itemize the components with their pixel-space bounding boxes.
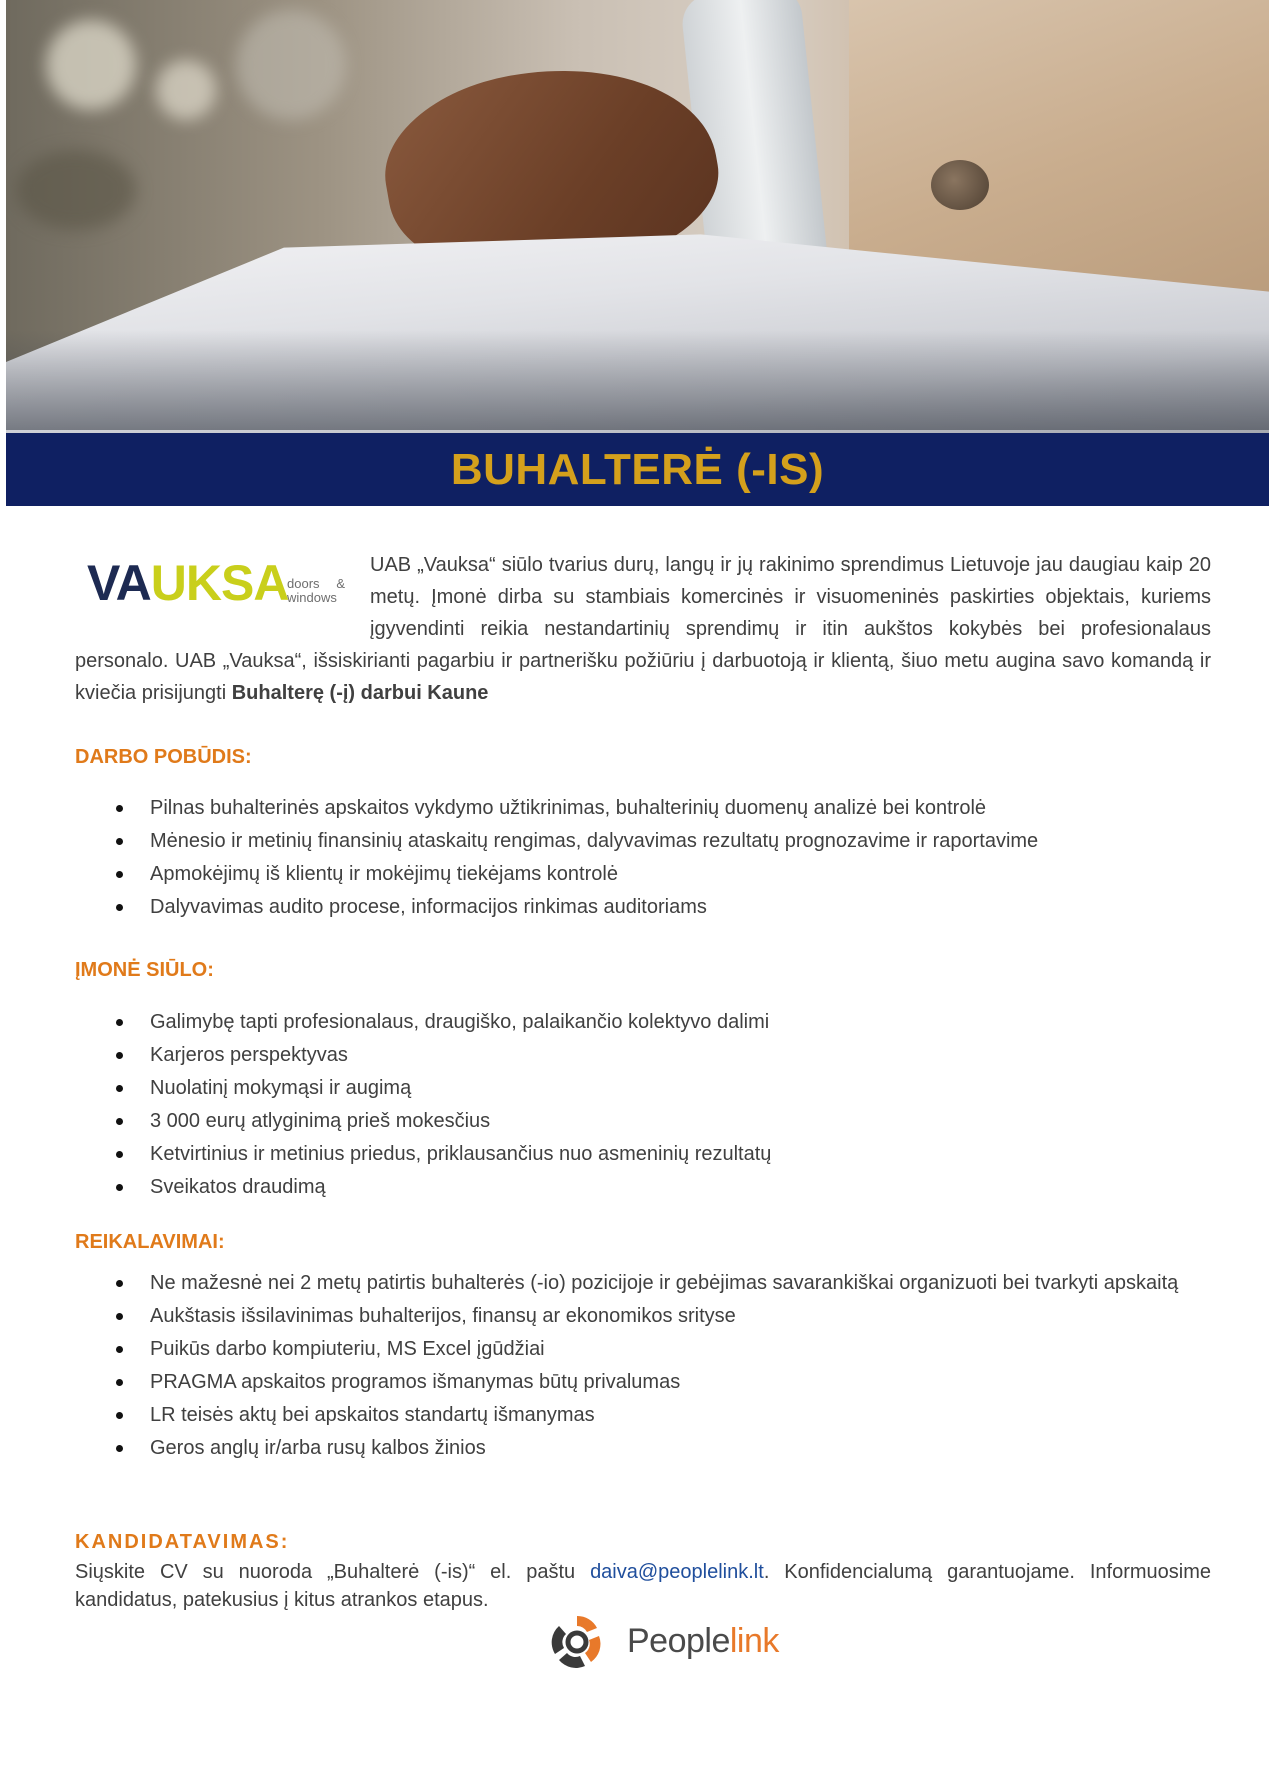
peoplelink-mark-icon [545, 1610, 609, 1674]
intro-paragraph [75, 549, 1211, 709]
list-item: Galimybę tapti profesionalaus, draugiško, palaikančio kolektyvo dalimi [110, 1006, 1200, 1039]
peoplelink-logo: Peoplelink [545, 1610, 775, 1675]
section-title-requirements: REIKALAVIMAI: [75, 1231, 225, 1253]
list-item: Aukštasis išsilavinimas buhalterijos, finansų ar ekonomikos srityse [110, 1300, 1200, 1333]
requirements-list [110, 1267, 1200, 1465]
list-item: Nuolatinį mokymąsi ir augimą [110, 1072, 1200, 1105]
vauksa-tagline: doors & windows [287, 576, 345, 605]
list-item: LR teisės aktų bei apskaitos standartų išmanymas [110, 1399, 1200, 1432]
vauksa-logo: VAUKSA doors & windows [87, 555, 345, 611]
work-list [110, 792, 1200, 924]
offer-list [110, 1006, 1200, 1204]
list-item: PRAGMA apskaitos programos išmanymas būtų privalumas [110, 1366, 1200, 1399]
list-item: Pilnas buhalterinės apskaitos vykdymo užtikrinimas, buhalterinių duomenų analizė bei kontrolė [110, 792, 1200, 825]
section-title-offer: ĮMONĖ SIŪLO: [75, 959, 214, 981]
intro-text: UAB „Vauksa“ siūlo tvarius durų, langų ir jų rakinimo sprendimus Lietuvoje jau daugiau kaip 20 metų. Įmonė dirba su stambiais komercinės ir visuomeninės paskirties objektais, kuriems įgyvendinti reikia nestandartinių sprendimų ir itin aukštos kokybės bei profesionalaus personalo. UAB „Vauksa“, išsiskirianti pagarbiu ir partnerišku požiūriu į darbuotoją ir klientą, šiuo metu augina savo komandą ir kviečia prisijungti [75, 554, 1211, 704]
email-link[interactable]: daiva@peoplelink.lt [590, 1561, 764, 1583]
list-item: Puikūs darbo kompiuteriu, MS Excel įgūdžiai [110, 1333, 1200, 1366]
title-banner [6, 433, 1269, 506]
list-item: Ketvirtinius ir metinius priedus, priklausančius nuo asmeninių rezultatų [110, 1138, 1200, 1171]
list-item: Mėnesio ir metinių finansinių ataskaitų rengimas, dalyvavimas rezultatų prognozavime ir raportavime [110, 825, 1200, 858]
hero-image [6, 0, 1269, 434]
list-item: Karjeros perspektyvas [110, 1039, 1200, 1072]
apply-title: KANDIDATAVIMAS: [75, 1531, 290, 1553]
list-item: Sveikatos draudimą [110, 1171, 1200, 1204]
list-item: Dalyvavimas audito procese, informacijos rinkimas auditoriams [110, 891, 1200, 924]
section-title-work: DARBO POBŪDIS: [75, 746, 252, 768]
list-item: Apmokėjimų iš klientų ir mokėjimų tiekėjams kontrolė [110, 858, 1200, 891]
intro-bold-text: Buhalterę (-į) darbui Kaune [231, 682, 489, 704]
list-item: 3 000 eurų atlyginimą prieš mokesčius [110, 1105, 1200, 1138]
job-title: BUHALTERĖ (-IS) [450, 445, 825, 494]
list-item: Geros anglų ir/arba rusų kalbos žinios [110, 1432, 1200, 1465]
list-item: Ne mažesnė nei 2 metų patirtis buhalterės (-io) pozicijoje ir gebėjimas savarankiškai organizuoti bei tvarkyti apskaitą [110, 1267, 1200, 1300]
apply-text: Siųskite CV su nuoroda „Buhalterė (-is)“ el. paštu daiva@peoplelink.lt. Konfidencialumą garantuojame. Informuosime kandidatus, patekusius į kitus atrankos etapus. [75, 1561, 1211, 1611]
